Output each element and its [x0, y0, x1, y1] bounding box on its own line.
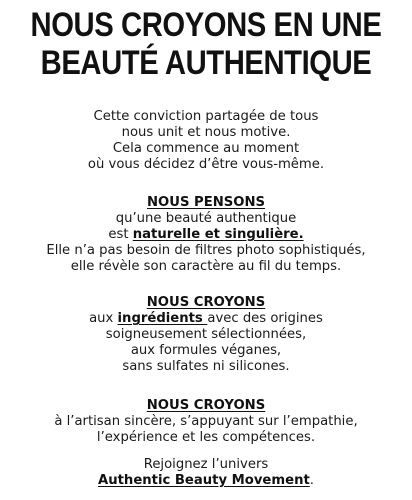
- intro-paragraph: [0, 109, 412, 173]
- outro-paragraph: [0, 457, 412, 489]
- section-heading: NOUS CROYONS: [146, 398, 266, 413]
- brand-link[interactable]: Authentic Beauty Movement: [98, 473, 310, 488]
- section-line: [0, 311, 412, 327]
- section-line: aux formules véganes,: [130, 343, 282, 358]
- outro-punctuation: .: [309, 473, 314, 488]
- page-title-line-2: BEAUTÉ AUTHENTIQUE: [40, 44, 372, 82]
- intro-line: nous unit et nous motive.: [121, 125, 291, 140]
- outro-line: Rejoignez l’univers: [143, 457, 269, 472]
- section-line: qu’une beauté authentique: [115, 211, 297, 226]
- outro-line: [0, 473, 412, 489]
- page-title-line-1: NOUS CROYONS EN UNE: [30, 6, 382, 44]
- section-line: [0, 227, 412, 243]
- section-heading: NOUS PENSONS: [147, 195, 265, 210]
- section-nous-croyons-ingredients: [0, 295, 412, 375]
- emphasis-text: naturelle et singulière.: [132, 227, 304, 242]
- emphasis-text: ingrédients: [117, 311, 208, 326]
- section-text: est: [108, 227, 133, 242]
- section-nous-pensons: [0, 195, 412, 275]
- intro-line: Cette conviction partagée de tous: [93, 109, 319, 124]
- section-nous-croyons-artisan: [0, 398, 412, 446]
- section-line: sans sulfates ni silicones.: [122, 359, 290, 374]
- section-heading: NOUS CROYONS: [146, 295, 266, 310]
- section-line: elle révèle son caractère au fil du temps.: [70, 259, 342, 274]
- section-line: soigneusement sélectionnées,: [105, 327, 307, 342]
- section-line: l’expérience et les compétences.: [96, 430, 316, 445]
- section-text: aux: [89, 311, 118, 326]
- section-text: avec des origines: [207, 311, 323, 326]
- page-title: [29, 6, 383, 82]
- intro-line: où vous décidez d’être vous-même.: [87, 157, 325, 172]
- section-line: Elle n’a pas besoin de filtres photo sophistiqués,: [46, 243, 366, 258]
- intro-line: Cela commence au moment: [112, 141, 300, 156]
- section-line: à l’artisan sincère, s’appuyant sur l’empathie,: [54, 414, 358, 429]
